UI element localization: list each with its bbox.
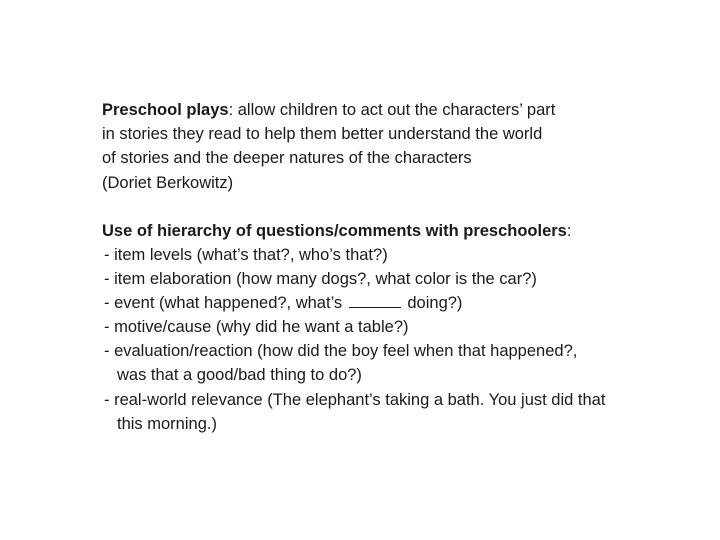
hierarchy-item-2: - item elaboration (how many dogs?, what color is the car?) [104, 270, 537, 288]
hierarchy-item-3-end: doing?) [407, 294, 463, 312]
plays-heading: Preschool plays [102, 101, 229, 119]
hierarchy-heading: Use of hierarchy of questions/comments with preschoolers [102, 222, 567, 240]
hierarchy-item-6: - real-world relevance (The elephant’s taking a bath. You just did that [104, 391, 606, 409]
hierarchy-colon: : [566, 222, 572, 240]
plays-line-2: in stories they read to help them better understand the world [102, 125, 543, 143]
hierarchy-item-4: - motive/cause (why did he want a table?) [104, 318, 409, 336]
hierarchy-item-1: - item levels (what’s that?, who’s that?) [104, 246, 388, 264]
hierarchy-item-6-cont: this morning.) [117, 415, 217, 433]
hierarchy-heading-line [102, 219, 571, 243]
hierarchy-item-5: - evaluation/reaction (how did the boy feel when that happened?, [104, 342, 578, 360]
plays-text: : allow children to act out the characters’ part [228, 101, 556, 119]
plays-line-3: of stories and the deeper natures of the characters [102, 149, 472, 167]
hierarchy-item-3 [104, 291, 462, 315]
plays-line-1 [102, 98, 555, 122]
plays-line-4: (Doriet Berkowitz) [102, 174, 234, 192]
hierarchy-item-3-start: - event (what happened?, what’s [104, 294, 343, 312]
fill-in-blank [349, 295, 401, 308]
hierarchy-item-5-cont: was that a good/bad thing to do?) [117, 366, 362, 384]
